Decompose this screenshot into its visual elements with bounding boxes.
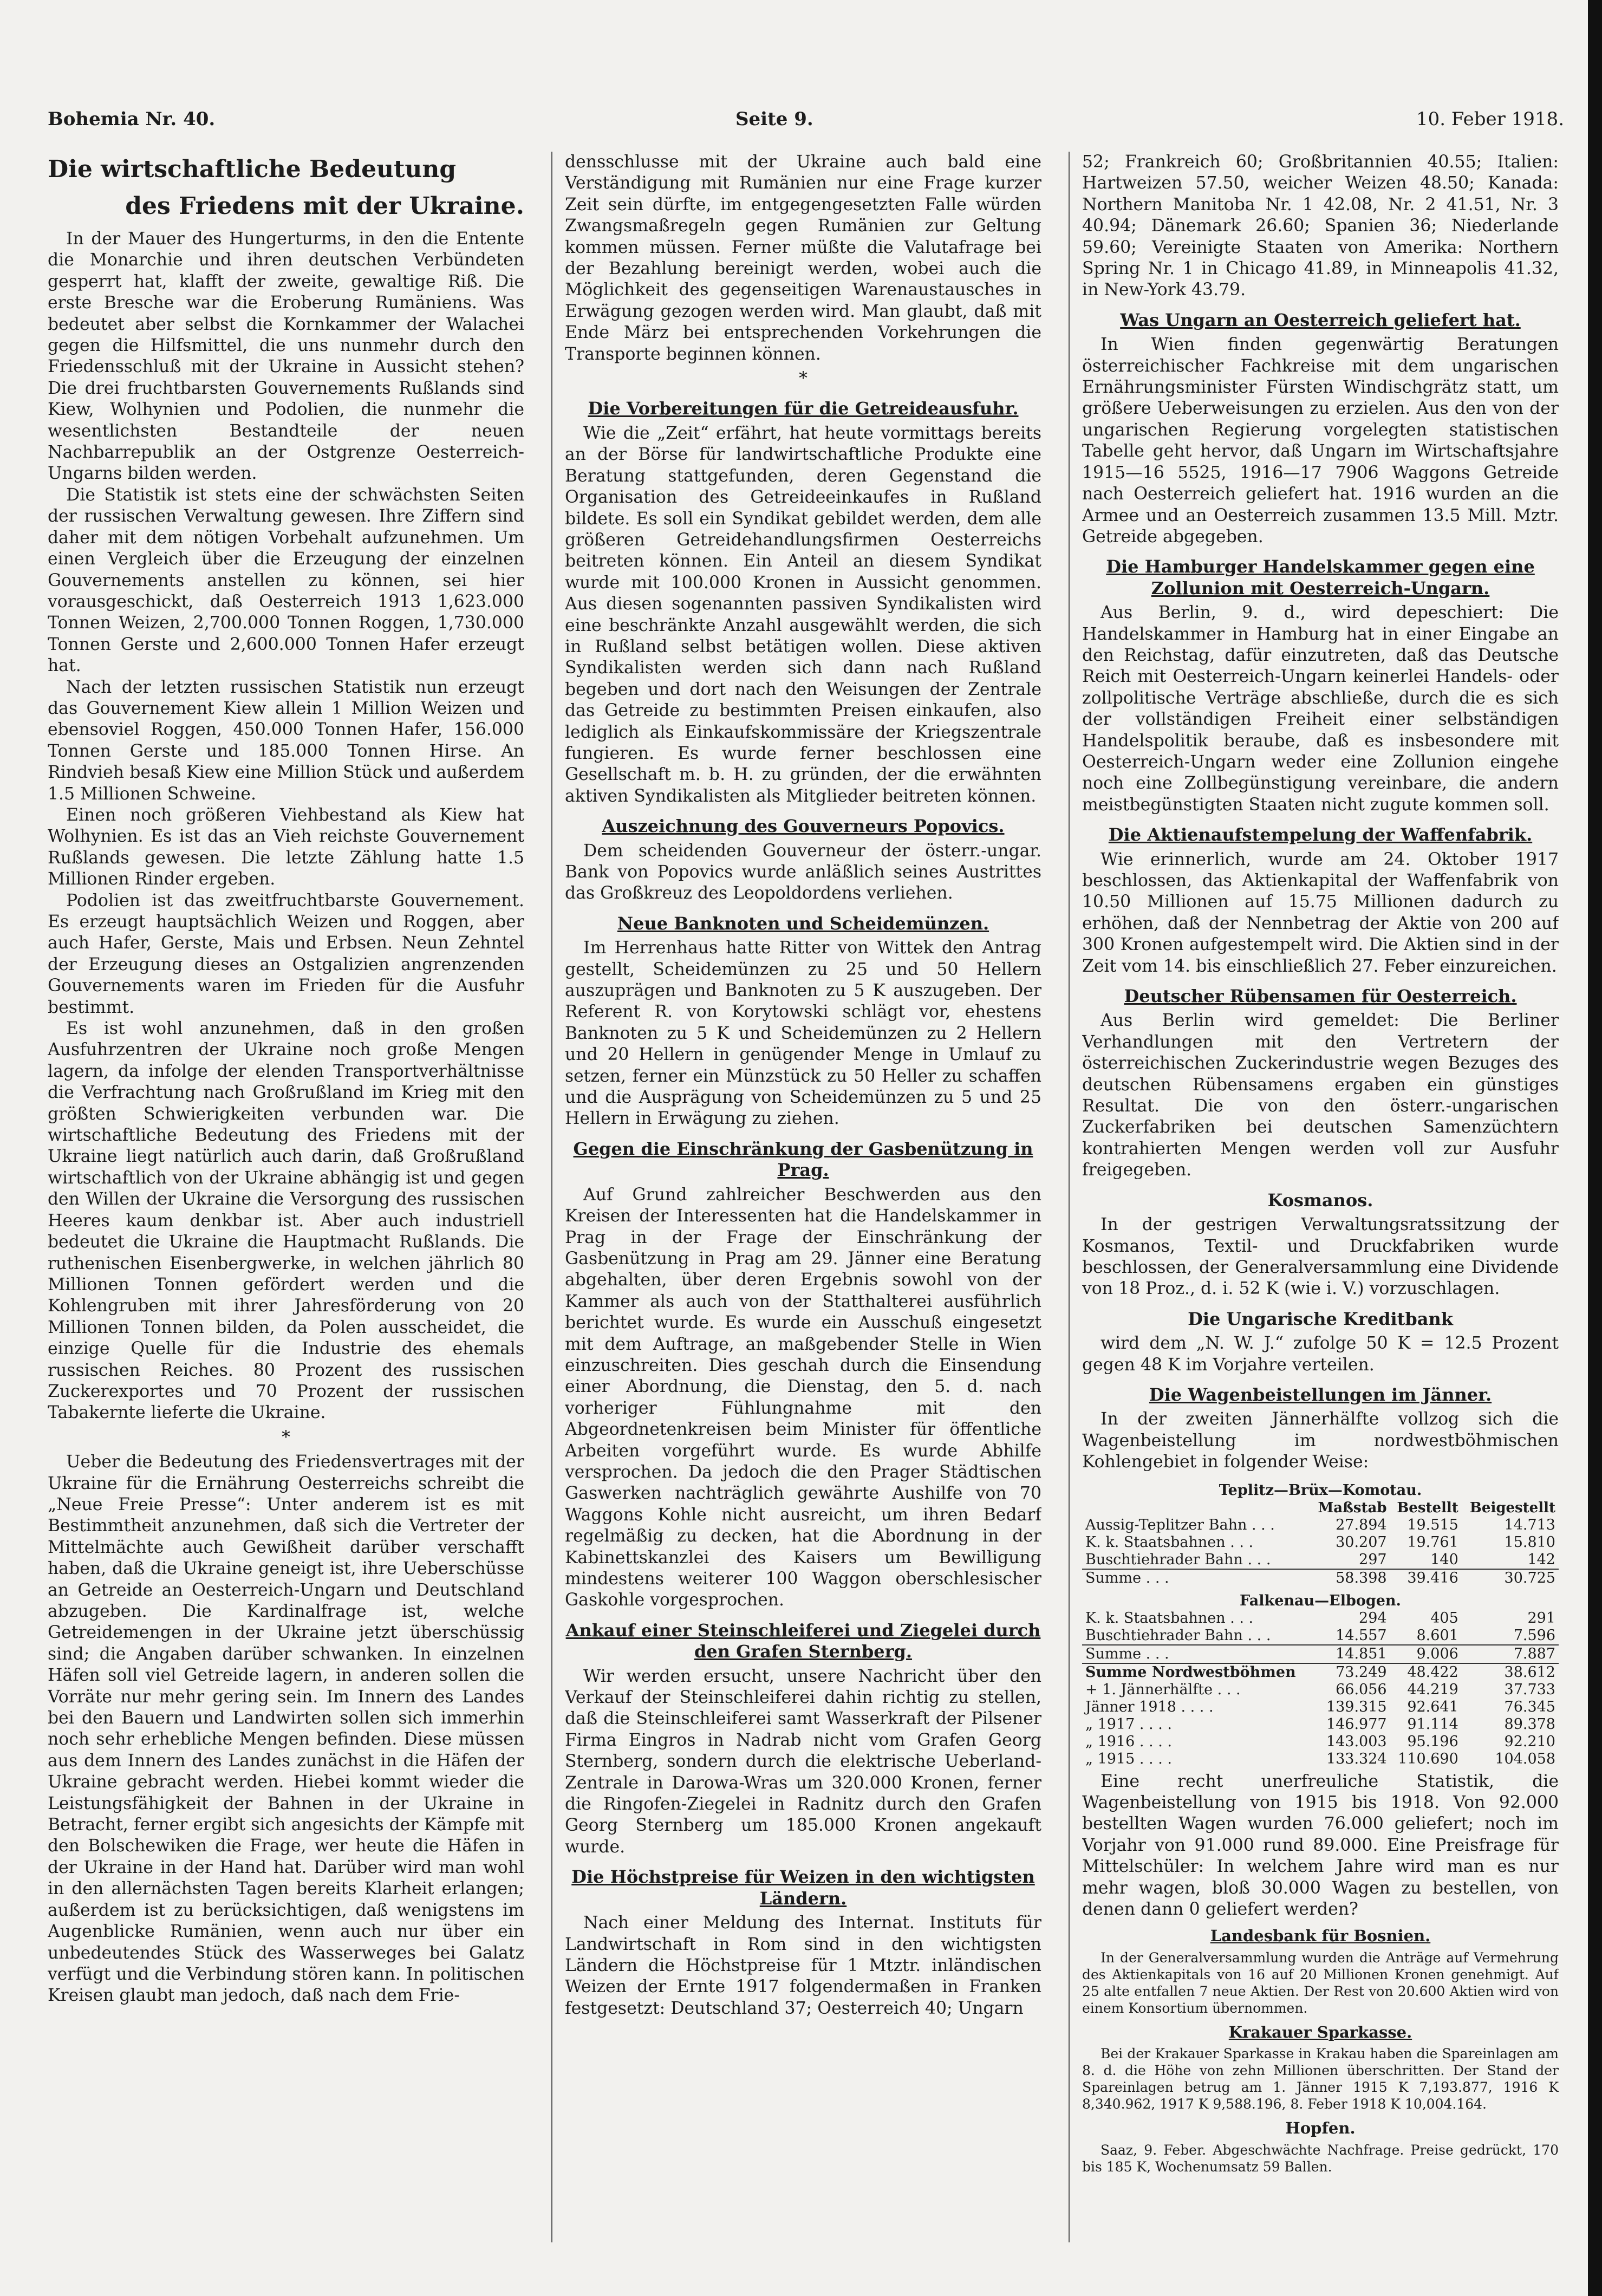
- paragraph: wird dem „N. W. J.“ zufolge 50 K = 12.5 Prozent gegen 48 K im Vorjahre verteilen.: [1082, 1334, 1559, 1375]
- table-cell: 140: [1430, 1551, 1458, 1568]
- paragraph: Dem scheidenden Gouverneur der österr.-ungar. Bank von Popovics wurde anläßlich seines Austrittes das Großkreuz des Leopoldordens verliehen.: [565, 841, 1041, 903]
- paragraph: Es ist wohl anzunehmen, daß in den großen Ausfuhrzentren der Ukraine noch große Mengen lagern, da infolge der elenden Transportverhältnisse die Verfrachtung nach Großrußland im Krieg mit den größten Schwierigkeiten verbunden war. Die wirtschaftliche Bedeutung des Friedens mit der Ukraine liegt natürlich auch darin, daß Großrußland wirtschaftlich von der Ukraine abhängig ist und gegen den Willen der Ukraine die Versorgung des russischen Heeres kaum denkbar ist. Aber auch industriell bedeutet die Ukraine die Hauptmacht Rußlands. Die ruthenischen Eisenbergwerke, in welchen jährlich 80 Millionen Tonnen gefördert werden und die Kohlengruben mit ihrer Jahresförderung von 20 Millionen Tonnen bilden, da Polen ausscheidet, die einzige Quelle für die Industrie des ehemals russischen Reiches. 80 Prozent des russischen Zuckerexportes und 70 Prozent der russischen Tabakernte lieferte die Ukraine.: [48, 1019, 524, 1423]
- paragraph: Eine recht unerfreuliche Statistik, die Wagenbeistellung von 1915 bis 1918. Von 92.000 bestellten Wagen wurden 76.000 geliefert; noch im Vorjahr von 91.000 rund 89.000. Eine Preisfrage für Mittelschüler: In welchem Jahre wird man es nur mehr wagen, bloß 30.000 Wagen zu bestellen, von denen dann 0 geliefert werden?: [1082, 1771, 1559, 1919]
- table-row: [1082, 1681, 1559, 1699]
- table-cell: 14.557: [1336, 1627, 1387, 1644]
- page-header: [48, 103, 1575, 135]
- article-title-line-2: des Friedens mit der Ukraine.: [125, 192, 524, 220]
- headline: Die Ungarische Kreditbank: [1188, 1308, 1453, 1329]
- paragraph: Nach einer Meldung des Internat. Instituts für Landwirtschaft in Rom sind in den wichtigsten Ländern die Höchstpreise für 1 Mtztr. inländischen Weizen der Ernte 1917 folgendermaßen in Franken festgesetzt: Deutschland 37; Oesterreich 40; Ungarn: [565, 1913, 1041, 2018]
- table-cell: + 1. Jännerhälfte . . .: [1085, 1681, 1241, 1698]
- column-2: [565, 152, 1041, 2253]
- headline: Ankauf einer Steinschleiferei und Ziegelei durch den Grafen Sternberg.: [565, 1619, 1041, 1662]
- page-number: Seite 9.: [735, 108, 813, 130]
- table-cell: Jänner 1918 . . . .: [1085, 1698, 1214, 1715]
- headline: Was Ungarn an Oesterreich geliefert hat.: [1120, 309, 1521, 330]
- table-cell: 104.058: [1495, 1750, 1555, 1767]
- headline: Auszeichnung des Gouverneurs Popovics.: [602, 816, 1005, 837]
- table-cell: 139.315: [1326, 1698, 1387, 1715]
- table-sum-row: [1082, 1645, 1559, 1663]
- headline: Hopfen.: [1285, 2119, 1356, 2138]
- paragraph: In der gestrigen Verwaltungsratssitzung der Kosmanos, Textil- und Druckfabriken wurde beschlossen, der Generalversammlung eine Dividende von 18 Proz., d. i. 52 K (wie i. V.) vorzuschlagen.: [1082, 1215, 1559, 1299]
- column-divider: [1069, 152, 1070, 2242]
- table-cell: 92.641: [1407, 1698, 1458, 1715]
- paragraph: Die Statistik ist stets eine der schwächsten Seiten der russischen Verwaltung gewesen. Ihre Ziffern sind daher mit dem nötigen Vorbehalt aufzunehmen. Um einen Vergleich über die Erzeugung der einzelnen Gouvernements anstellen zu können, sei hier vorausgeschickt, daß Oesterreich 1913 1,623.000 Tonnen Weizen, 2,700.000 Tonnen Roggen, 1,730.000 Tonnen Gerste und 2,600.000 Tonnen Hafer erzeugt hat.: [48, 485, 524, 676]
- newspaper-page: [48, 103, 1575, 2259]
- table-cell: Aussig-Teplitzer Bahn . . .: [1085, 1516, 1275, 1533]
- headline: Deutscher Rübensamen für Oesterreich.: [1124, 986, 1517, 1007]
- column-divider: [551, 152, 552, 2242]
- table-cell: 110.690: [1398, 1750, 1458, 1767]
- table-row: [1082, 1534, 1559, 1551]
- paragraph: In der Mauer des Hungerturms, in den die Entente die Monarchie und ihren deutschen Verbündeten gesperrt hat, klafft der zweite, gewaltige Riß. Die erste Bresche war die Eroberung Rumäniens. Was bedeutet aber selbst die Kornkammer der Walachei gegen die Hilfsmittel, die uns nunmehr durch den Friedensschluß mit der Ukraine in Aussicht stehen? Die drei fruchtbarsten Gouvernements Rußlands sind Kiew, Wolhynien und Podolien, die nunmehr die wesentlichsten Bestandteile der neuen Nachbarrepublik an der Ostgrenze Oesterreich-Ungarns bilden werden.: [48, 229, 524, 484]
- paragraph: densschlusse mit der Ukraine auch bald eine Verständigung mit Rumänien nur eine Frage kurzer Zeit sein dürfte, im entgegengesetzten Falle würden Zwangsmaßregeln gegen Rumänien zur Geltung kommen müssen. Ferner müßte die Valutafrage bei der Bezahlung bereinigt werden, wobei auch die Möglichkeit des gegenseitigen Warenaustausches in Erwägung gezogen werden wird. Man glaubt, daß mit Ende März bei entsprechenden Vorkehrungen die Transporte beginnen können.: [565, 152, 1041, 364]
- paragraph: Wir werden ersucht, unsere Nachricht über den Verkauf der Steinschleiferei dahin richtig zu stellen, daß die Steinschleiferei samt Wasserkraft der Pilsener Firma Eingros in Nadrab nicht vom Grafen Georg Sternberg, sondern durch die elektrische Ueberland-Zentrale in Darowa-Wras um 320.000 Kronen, ferner die Ringofen-Ziegelei in Radnitz durch den Grafen Georg Sternberg um 185.000 Kronen angekauft wurde.: [565, 1666, 1041, 1857]
- table-cell: 15.810: [1504, 1533, 1555, 1551]
- table-cell: 7.887: [1462, 1645, 1559, 1663]
- table-cell: Summe . . .: [1082, 1645, 1311, 1663]
- headline: Kosmanos.: [1267, 1189, 1373, 1211]
- table-cell: 44.219: [1407, 1681, 1458, 1698]
- table-row: [1082, 1716, 1559, 1733]
- article-title-line-1: Die wirtschaftliche Bedeutung: [48, 155, 457, 183]
- page-border: [1588, 0, 1602, 2296]
- table-cell: Buschtiehrader Bahn . . .: [1085, 1627, 1271, 1644]
- paragraph: Aus Berlin, 9. d., wird depeschiert: Die Handelskammer in Hamburg hat in einer Eingabe an den Reichstag, dafür einzutreten, daß das Deutsche Reich mit Oesterreich-Ungarn keinerlei Handels- oder zollpolitische Verträge abschließe, durch die es sich der vollständigen Freiheit einer selbständigen Handelspolitik beraube, daß es insbesondere mit Oesterreich-Ungarn weder eine Zollunion eingehe noch eine Zollbegünstigung vereinbare, die andern meistbegünstigten Staaten nicht zugute kommen soll.: [1082, 603, 1559, 815]
- table-cell: 91.114: [1407, 1715, 1458, 1733]
- table-cell: 89.378: [1504, 1715, 1555, 1733]
- table-row: [1082, 1551, 1559, 1569]
- headline: Die Höchstpreise für Weizen in den wichtigsten Ländern.: [571, 1866, 1035, 1909]
- paragraph: Podolien ist das zweitfruchtbarste Gouvernement. Es erzeugt hauptsächlich Weizen und Roggen, aber auch Hafer, Gerste, Mais und Erbsen. Neun Zehntel der Erzeugung dieses an Ostgalizien angrenzenden Gouvernements waren im Frieden für die Ausfuhr bestimmt.: [48, 890, 524, 1017]
- headline: Die Wagenbeistellungen im Jänner.: [1149, 1384, 1492, 1405]
- newspaper-name: Bohemia Nr. 40.: [48, 108, 216, 130]
- paragraph: In der zweiten Jännerhälfte vollzog sich die Wagenbeistellung im nordwestböhmischen Kohlengebiet in folgender Weise:: [1082, 1409, 1559, 1472]
- separator-star: *: [799, 369, 807, 389]
- separator-star: *: [282, 1427, 290, 1447]
- table-cell: 14.713: [1504, 1516, 1555, 1533]
- wagon-table: [1082, 1477, 1559, 1768]
- table-cell: K. k. Staatsbahnen . . .: [1085, 1609, 1254, 1627]
- paragraph: Saaz, 9. Feber. Abgeschwächte Nachfrage. Preise gedrückt, 170 bis 185 K, Wochenumsatz 59 Ballen.: [1082, 2142, 1559, 2175]
- table-cell: 297: [1359, 1551, 1387, 1568]
- table-cell: 9.006: [1390, 1645, 1462, 1663]
- table-cell: 19.515: [1407, 1516, 1458, 1533]
- table-header-blank: [1082, 1499, 1311, 1517]
- headline: Neue Banknoten und Scheidemünzen.: [617, 913, 989, 934]
- table-cell: 58.398: [1311, 1569, 1390, 1587]
- table-cell: 48.422: [1390, 1663, 1462, 1681]
- table-header: Beigestellt: [1469, 1499, 1555, 1516]
- table-cell: 133.324: [1326, 1750, 1387, 1767]
- table-row: [1082, 1517, 1559, 1534]
- paragraph: Auf Grund zahlreicher Beschwerden aus den Kreisen der Interessenten hat die Handelskammer in Prag in der Frage der Einschränkung der Gasbenützung in Prag am 29. Jänner eine Beratung abgehalten, über deren Ergebnis sowohl von der Kammer als auch von der Statthalterei ausführlich berichtet wurde. Es wurde ein Ausschuß eingesetzt mit dem Auftrage, an maßgebender Stelle in Wien einzuschreiten. Dies geschah durch die Einsendung einer Abordnung, die Dienstag, den 5. d. nach vorheriger Fühlungnahme mit den Abgeordnetenkreisen beim Minister für öffentliche Arbeiten vorgeführt wurde. Es wurde Abhilfe versprochen. Da jedoch die den Prager Städtischen Gaswerken nachträglich gewährte Aushilfe von 70 Waggons Kohle nicht ausreicht, um ihren Bedarf regelmäßig zu decken, hat die Abordnung in der Kabinettskanzlei des Kaisers um Bewilligung mindestens weiterer 100 Waggon oberschlesischer Gaskohle vorgesprochen.: [565, 1185, 1041, 1610]
- table-header: Maßstab: [1318, 1499, 1387, 1516]
- table-cell: 38.612: [1462, 1663, 1559, 1681]
- paragraph: Einen noch größeren Viehbestand als Kiew hat Wolhynien. Es ist das an Vieh reichste Gouvernement Rußlands gewesen. Die letzte Zählung hatte 1.5 Millionen Rinder ergeben.: [48, 805, 524, 889]
- table-section-title: Teplitz—Brüx—Komotau.: [1219, 1481, 1422, 1499]
- table-cell: 143.003: [1326, 1733, 1387, 1750]
- paragraph: 52; Frankreich 60; Großbritannien 40.55; Italien: Hartweizen 57.50, weicher Weizen 48.50; Kanada: Northern Manitoba Nr. 1 42.08, Nr. 2 41.51, Nr. 3 40.94; Dänemark 26.60; Spanien 36; Niederlande 59.60; Vereinigte Staaten von Amerika: Northern Spring Nr. 1 in Chicago 41.89, in Minneapolis 41.32, in New-York 43.79.: [1082, 152, 1559, 300]
- paragraph: Bei der Krakauer Sparkasse in Krakau haben die Spareinlagen am 8. d. die Höhe von zehn Millionen überschritten. Der Stand der Spareinlagen betrug am 1. Jänner 1915 K 7,193.877, 1916 K 8,340.962, 1917 K 9,588.196, 8. Feber 1918 K 10,004.164.: [1082, 2046, 1559, 2112]
- headline: Krakauer Sparkasse.: [1228, 2022, 1412, 2041]
- headline: Die Hamburger Handelskammer gegen eine Zollunion mit Oesterreich-Ungarn.: [1106, 556, 1535, 599]
- table-cell: 30.207: [1336, 1533, 1387, 1551]
- table-cell: Summe Nordwestböhmen: [1082, 1663, 1311, 1681]
- column-3: [1082, 152, 1559, 2253]
- paragraph: In Wien finden gegenwärtig Beratungen österreichischer Fachkreise mit dem ungarischen Ernährungsminister Fürsten Windischgrätz statt, um größere Ueberweisungen zu erzielen. Aus den von der ungarischen Regierung vorgelegten statistischen Tabelle geht hervor, daß Ungarn im Wirtschaftsjahre 1915—16 5525, 1916—17 7906 Waggons Getreide nach Oesterreich geliefert hat. 1916 wurden an die Armee und an Oesterreich zusammen 13.5 Mill. Mztr. Getreide abgegeben.: [1082, 335, 1559, 547]
- table-row: [1082, 1699, 1559, 1716]
- table-cell: Buschtiehrader Bahn . . .: [1085, 1551, 1271, 1568]
- column-1: [48, 152, 524, 2253]
- issue-date: 10. Feber 1918.: [1416, 108, 1564, 130]
- table-cell: 294: [1359, 1609, 1387, 1627]
- table-cell: 7.596: [1513, 1627, 1555, 1644]
- table-cell: 39.416: [1390, 1569, 1462, 1587]
- table-cell: 73.249: [1311, 1663, 1390, 1681]
- paragraph: Nach der letzten russischen Statistik nun erzeugt das Gouvernement Kiew allein 1 Million Weizen und ebensoviel Roggen, 450.000 Tonnen Hafer, 156.000 Tonnen Gerste und 185.000 Tonnen Hirse. An Rindvieh besaß Kiew eine Million Stück und außerdem 1.5 Millionen Schweine.: [48, 677, 524, 804]
- table-cell: „ 1915 . . . .: [1085, 1750, 1172, 1767]
- table-cell: 405: [1430, 1609, 1458, 1627]
- table-cell: 19.761: [1407, 1533, 1458, 1551]
- headline: Die Vorbereitungen für die Getreideausfuhr.: [588, 398, 1019, 419]
- headline: Gegen die Einschränkung der Gasbenützung in Prag.: [573, 1138, 1033, 1181]
- table-cell: 76.345: [1504, 1698, 1555, 1715]
- table-cell: „ 1917 . . . .: [1085, 1715, 1172, 1733]
- table-cell: K. k. Staatsbahnen . . .: [1085, 1533, 1254, 1551]
- headline: Die Aktienaufstempelung der Waffenfabrik.: [1108, 824, 1533, 845]
- table-sum-row: [1082, 1569, 1559, 1587]
- table-cell: 142: [1527, 1551, 1555, 1568]
- paragraph: Im Herrenhaus hatte Ritter von Wittek den Antrag gestellt, Scheidemünzen zu 25 und 50 Hellern auszuprägen und Banknoten zu 5 K auszugeben. Der Referent R. von Korytowski schlägt vor, ehestens Banknoten zu 5 K und Scheidemünzen zu 2 Hellern und 20 Hellern in genügender Menge in Umlauf zu setzen, ferner ein Münzstück zu 50 Heller zu schaffen und die Ausprägung von Scheidemünzen zu 5 und 25 Hellern in Erwägung zu ziehen.: [565, 938, 1041, 1129]
- table-cell: 66.056: [1336, 1681, 1387, 1698]
- table-cell: 8.601: [1416, 1627, 1458, 1644]
- table-total-row: [1082, 1663, 1559, 1681]
- table-row: [1082, 1610, 1559, 1627]
- table-cell: Summe . . .: [1082, 1569, 1311, 1587]
- paragraph: Ueber die Bedeutung des Friedensvertrages mit der Ukraine für die Ernährung Oesterreichs schreibt die „Neue Freie Presse“: Unter anderem ist es mit Bestimmtheit anzunehmen, daß sich die Vertreter der Mittelmächte auch Gewißheit darüber verschafft haben, daß die Ukraine geneigt ist, ihre Ueberschüsse an Getreide an Oesterreich-Ungarn und Deutschland abzugeben. Die Kardinalfrage ist, welche Getreidemengen in der Ukraine jetzt überschüssig sind; die Angaben darüber schwanken. In einzelnen Häfen soll viel Getreide lagern, in anderen sollen die Vorräte nur mehr gering sein. Im Innern des Landes bei den Bauern und Landwirten sollen sich immerhin noch sehr erhebliche Mengen befinden. Diese müssen aus dem Innern des Landes zunächst in die Häfen der Ukraine gebracht werden. Hiebei kommt wieder die Leistungsfähigkeit der Bahnen in der Ukraine in Betracht, ferner ergibt sich angesichts der Kämpfe mit den Bolschewiken die Frage, wer heute die Häfen in der Ukraine in der Hand hat. Darüber wird man wohl in den allernächsten Tagen bereits Klarheit erlangen; außerdem ist zu berücksichtigen, daß wenigstens im Augenblicke Rumänien, wenn auch nur über ein unbedeutendes Stück des Wasserweges bei Galatz verfügt und die Verbindung stören kann. In politischen Kreisen glaubt man jedoch, daß nach dem Frie-: [48, 1452, 524, 2006]
- table-cell: 291: [1527, 1609, 1555, 1627]
- table-row: [1082, 1733, 1559, 1751]
- paragraph: Wie erinnerlich, wurde am 24. Oktober 1917 beschlossen, das Aktienkapital der Waffenfabrik von 10.50 Millionen auf 15.75 Millionen dadurch zu erhöhen, daß der Nennbetrag der Aktie von 200 auf 300 Kronen aufgestempelt wird. Die Aktien sind in der Zeit vom 14. bis einschließlich 27. Feber einzureichen.: [1082, 849, 1559, 976]
- table-cell: 92.210: [1504, 1733, 1555, 1750]
- table-header: Bestellt: [1397, 1499, 1458, 1516]
- table-section-title: Falkenau—Elbogen.: [1240, 1592, 1401, 1609]
- table-cell: 14.851: [1311, 1645, 1390, 1663]
- table-row: [1082, 1751, 1559, 1768]
- table-cell: 146.977: [1326, 1715, 1387, 1733]
- headline: Landesbank für Bosnien.: [1210, 1927, 1431, 1946]
- table-cell: 95.196: [1407, 1733, 1458, 1750]
- table-cell: 37.733: [1504, 1681, 1555, 1698]
- paragraph: Aus Berlin wird gemeldet: Die Berliner Verhandlungen mit den Vertretern der österreichischen Zuckerindustrie wegen Bezuges des deutschen Rübensamens ergaben ein günstiges Resultat. Die von den österr.-ungarischen Zuckerfabriken bei deutschen Samenzüchtern kontrahierten Mengen werden voll zur Ausfuhr freigegeben.: [1082, 1011, 1559, 1180]
- table-cell: 30.725: [1462, 1569, 1559, 1587]
- paragraph: In der Generalversammlung wurden die Anträge auf Vermehrung des Aktienkapitals von 16 auf 20 Millionen Kronen genehmigt. Auf 25 alte entfallen 7 neue Aktien. Der Rest von 20.600 Aktien wird von einem Konsortium übernommen.: [1082, 1949, 1559, 2016]
- table-row: [1082, 1627, 1559, 1645]
- paragraph: Wie die „Zeit“ erfährt, hat heute vormittags bereits an der Börse für landwirtschaftliche Produkte eine Beratung stattgefunden, deren Gegenstand die Organisation des Getreideeinkaufes in Rußland bildete. Es soll ein Syndikat gebildet werden, dem alle größeren Getreidehandlungsfirmen Oesterreichs beitreten können. Ein Anteil an diesem Syndikat wurde mit 100.000 Kronen in Aussicht genommen. Aus diesen sogenannten passiven Syndikalisten wird eine beschränkte Anzahl ausgewählt werden, die sich in Rußland selbst betätigen wollen. Diese aktiven Syndikalisten werden sich dann nach Rußland begeben und dort nach den Weisungen der Zentrale das Getreide zu bestimmten Preisen einkaufen, also lediglich als Einkaufskommissäre der Kriegszentrale fungieren. Es wurde ferner beschlossen eine Gesellschaft m. b. H. zu gründen, der die erwähnten aktiven Syndikalisten als Mitglieder beitreten können.: [565, 423, 1041, 806]
- table-cell: „ 1916 . . . .: [1085, 1733, 1172, 1750]
- table-cell: 27.894: [1336, 1516, 1387, 1533]
